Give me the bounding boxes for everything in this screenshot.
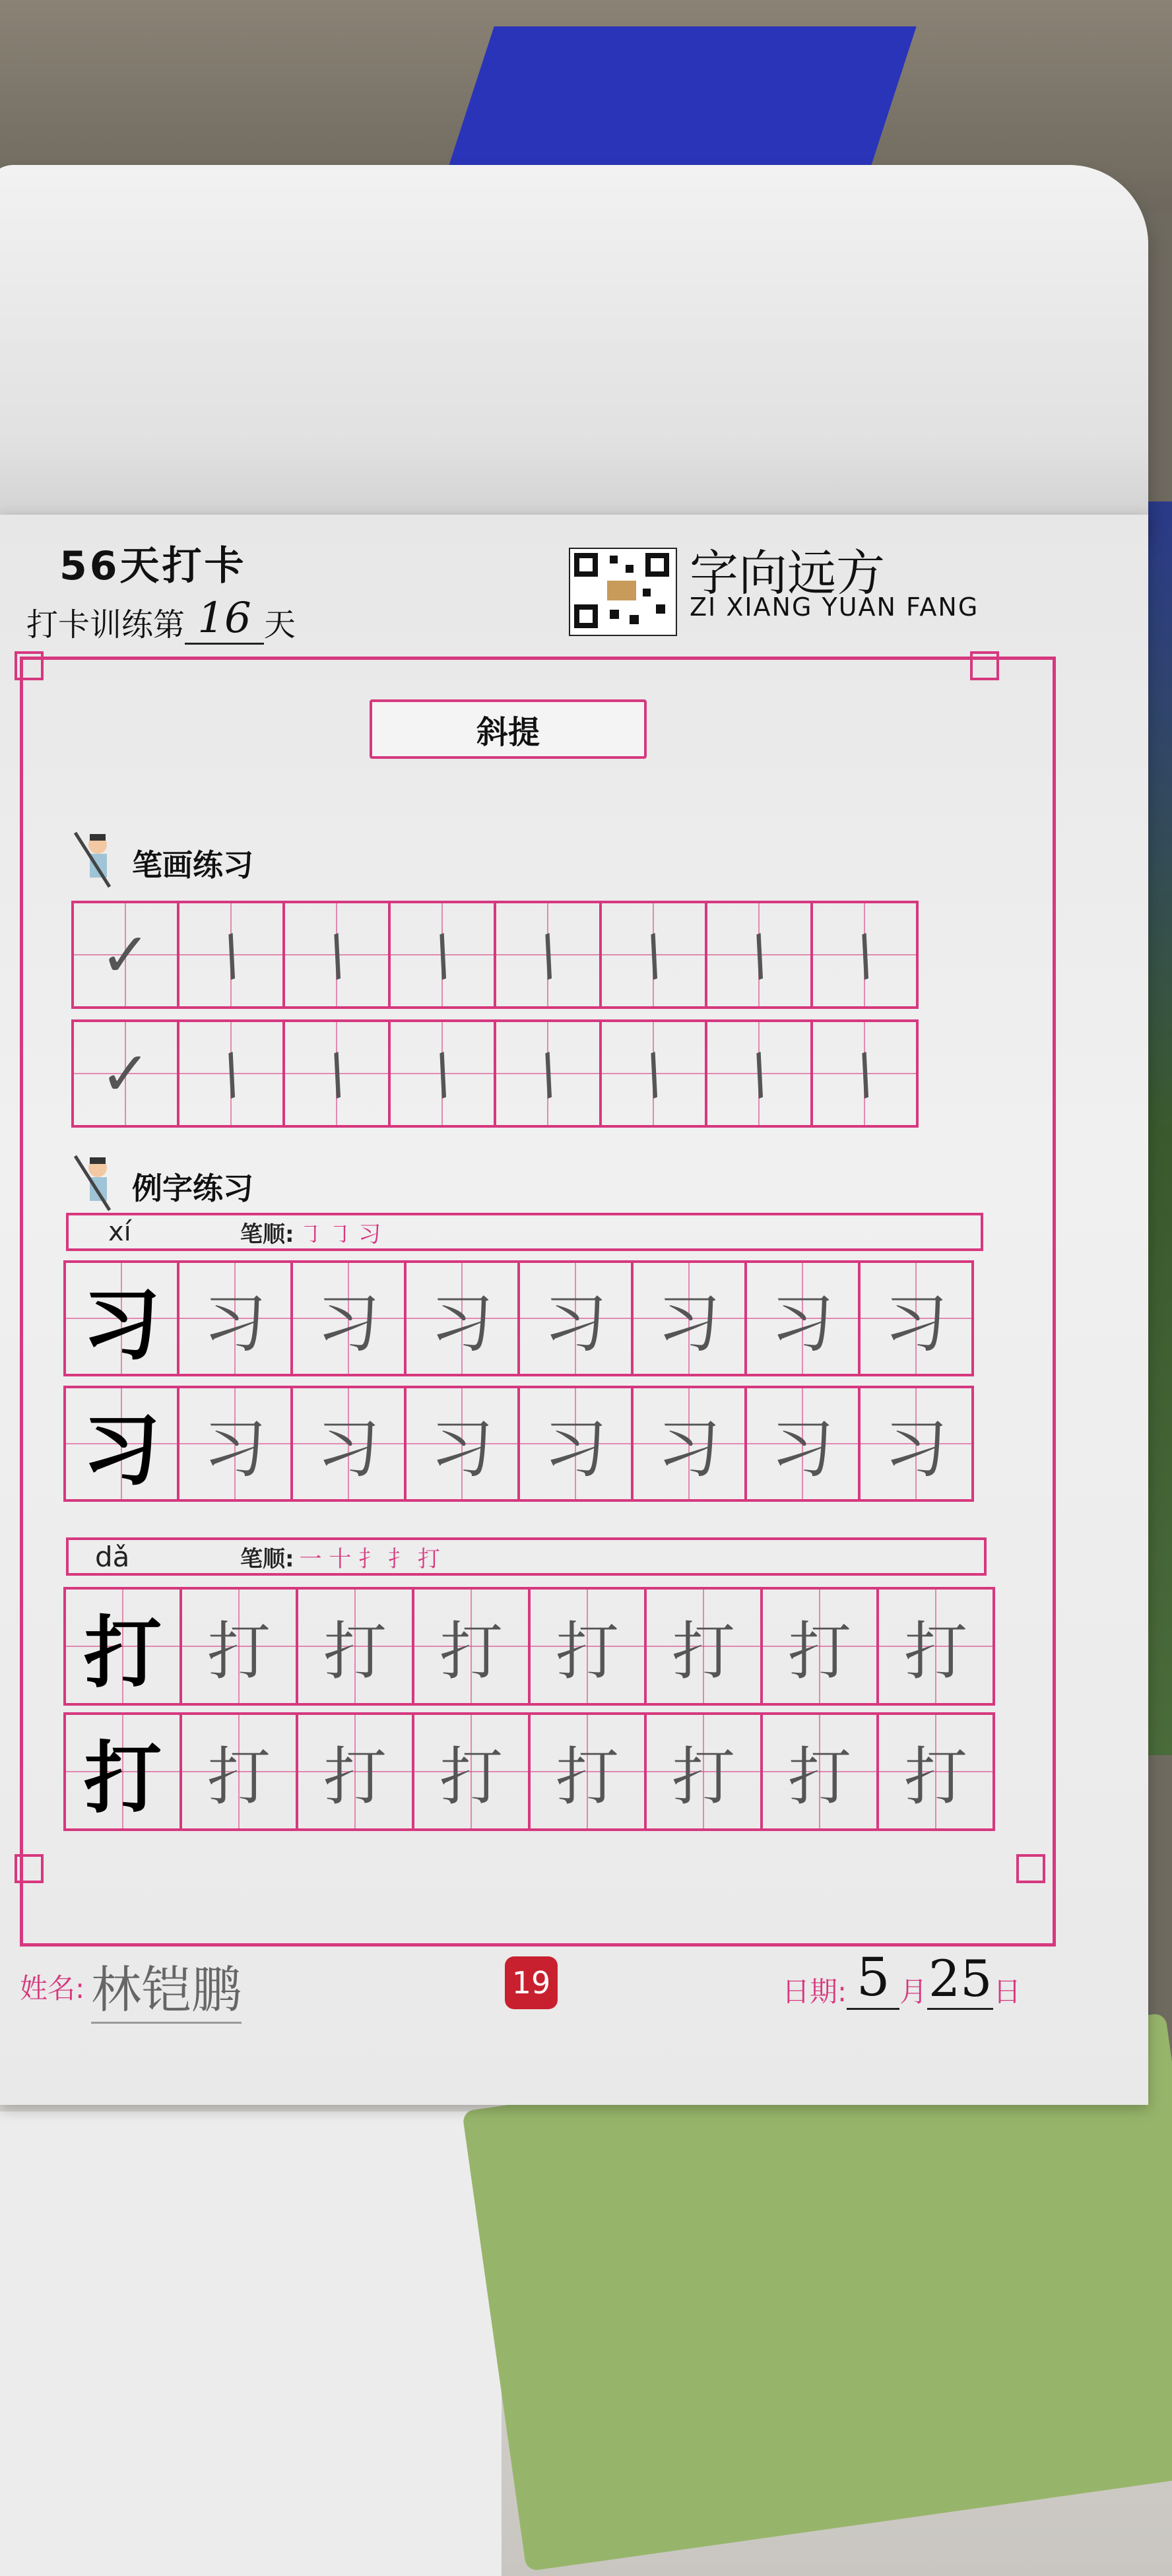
stroke-cell[interactable]: / bbox=[388, 1019, 496, 1128]
white-surface bbox=[0, 2111, 502, 2576]
checkin-line bbox=[26, 594, 296, 645]
stroke-cell[interactable]: / bbox=[599, 1019, 707, 1128]
stroke-cell[interactable]: / bbox=[494, 901, 602, 1009]
curled-page bbox=[0, 165, 1148, 534]
char-cell[interactable]: 打 bbox=[644, 1587, 763, 1706]
name-label: 姓名: bbox=[20, 1972, 85, 2005]
char-row-xi-1 bbox=[66, 1260, 974, 1376]
char-row-xi-2 bbox=[66, 1386, 974, 1502]
order-label: 笔顺: bbox=[240, 1545, 294, 1572]
char-cell[interactable]: 打 bbox=[296, 1587, 414, 1706]
stroke-section-title: 笔画练习 bbox=[132, 847, 253, 883]
char-cell[interactable]: 习 bbox=[744, 1260, 861, 1376]
brand-cn: 字向远方 bbox=[690, 545, 885, 602]
char-cell[interactable]: 打 bbox=[412, 1712, 531, 1831]
order-steps: 一 十 扌 扌 打 bbox=[299, 1545, 440, 1572]
char-cell[interactable]: 打 bbox=[760, 1587, 879, 1706]
word-header-da bbox=[66, 1537, 987, 1576]
char-cell-model: 打 bbox=[63, 1587, 182, 1706]
day-label: 日 bbox=[993, 1976, 1022, 2008]
stroke-cell[interactable]: / bbox=[810, 1019, 919, 1128]
date-month: 5 bbox=[847, 1947, 899, 2010]
char-cell[interactable]: 打 bbox=[412, 1587, 531, 1706]
stroke-cell[interactable]: / bbox=[388, 901, 496, 1009]
word-header-xi bbox=[66, 1213, 983, 1251]
name-line bbox=[20, 1950, 242, 2024]
word-pinyin: xí bbox=[108, 1217, 131, 1247]
char-cell[interactable]: 习 bbox=[517, 1260, 634, 1376]
corner-ornament bbox=[15, 1854, 44, 1883]
page-title: 56天打卡 bbox=[59, 543, 247, 589]
month-label: 月 bbox=[899, 1976, 928, 2008]
char-cell[interactable]: 习 bbox=[290, 1386, 407, 1502]
char-cell[interactable]: 打 bbox=[644, 1712, 763, 1831]
stroke-banner bbox=[370, 699, 647, 759]
name-value: 林铠鹏 bbox=[91, 1950, 242, 2024]
char-cell[interactable]: 习 bbox=[404, 1386, 520, 1502]
char-cell[interactable]: 打 bbox=[528, 1712, 647, 1831]
stroke-cell[interactable]: / bbox=[282, 1019, 391, 1128]
date-label: 日期: bbox=[782, 1976, 847, 2008]
char-cell[interactable]: 习 bbox=[631, 1386, 747, 1502]
char-cell[interactable]: 习 bbox=[177, 1260, 293, 1376]
stroke-cell[interactable]: / bbox=[705, 1019, 813, 1128]
char-cell[interactable]: 习 bbox=[858, 1260, 974, 1376]
char-row-da-1 bbox=[66, 1587, 995, 1706]
example-section-title: 例字练习 bbox=[132, 1171, 253, 1206]
student-icon bbox=[73, 830, 119, 889]
char-cell[interactable]: 习 bbox=[744, 1386, 861, 1502]
char-cell[interactable]: 打 bbox=[528, 1587, 647, 1706]
char-cell[interactable]: 打 bbox=[760, 1712, 879, 1831]
banner-label: 斜提 bbox=[476, 713, 540, 751]
qr-code-icon bbox=[569, 548, 677, 636]
stroke-row-2 bbox=[74, 1019, 919, 1128]
char-cell[interactable]: 打 bbox=[876, 1712, 995, 1831]
checkin-suffix: 天 bbox=[264, 606, 296, 643]
order-steps: ㇆ ㇆ 习 bbox=[299, 1221, 381, 1248]
checkin-prefix: 打卡训练第 bbox=[26, 606, 185, 643]
stroke-row-1 bbox=[74, 901, 919, 1009]
char-cell[interactable]: 习 bbox=[290, 1260, 407, 1376]
corner-ornament bbox=[1016, 1854, 1045, 1883]
page-number-badge: 19 bbox=[505, 1956, 558, 2009]
stroke-cell-model: ✓ bbox=[71, 1019, 179, 1128]
char-cell[interactable]: 打 bbox=[876, 1587, 995, 1706]
stroke-cell[interactable]: / bbox=[494, 1019, 602, 1128]
char-cell[interactable]: 习 bbox=[404, 1260, 520, 1376]
stroke-cell[interactable]: / bbox=[177, 901, 285, 1009]
worksheet-page bbox=[0, 515, 1148, 2105]
char-cell[interactable]: 习 bbox=[517, 1386, 634, 1502]
word-pinyin: dǎ bbox=[95, 1540, 130, 1573]
char-cell[interactable]: 习 bbox=[858, 1386, 974, 1502]
char-cell[interactable]: 打 bbox=[179, 1587, 298, 1706]
stroke-cell[interactable]: / bbox=[705, 901, 813, 1009]
char-cell[interactable]: 习 bbox=[631, 1260, 747, 1376]
corner-ornament bbox=[15, 651, 44, 680]
char-cell[interactable]: 打 bbox=[179, 1712, 298, 1831]
char-cell[interactable]: 打 bbox=[296, 1712, 414, 1831]
stroke-cell[interactable]: / bbox=[810, 901, 919, 1009]
date-line bbox=[782, 1947, 1021, 2010]
order-label: 笔顺: bbox=[240, 1221, 294, 1248]
date-day: 25 bbox=[927, 1949, 993, 2010]
char-cell[interactable]: 习 bbox=[177, 1386, 293, 1502]
char-cell-model: 习 bbox=[63, 1260, 179, 1376]
checkin-day: 16 bbox=[185, 594, 264, 645]
corner-ornament bbox=[970, 651, 999, 680]
char-cell-model: 打 bbox=[63, 1712, 182, 1831]
stroke-cell[interactable]: / bbox=[599, 901, 707, 1009]
stroke-cell-model: ✓ bbox=[71, 901, 179, 1009]
stroke-cell[interactable]: / bbox=[282, 901, 391, 1009]
char-row-da-2 bbox=[66, 1712, 995, 1831]
brand-pinyin: ZI XIANG YUAN FANG bbox=[690, 593, 979, 622]
stroke-cell[interactable]: / bbox=[177, 1019, 285, 1128]
student-icon bbox=[73, 1153, 119, 1213]
char-cell-model: 习 bbox=[63, 1386, 179, 1502]
